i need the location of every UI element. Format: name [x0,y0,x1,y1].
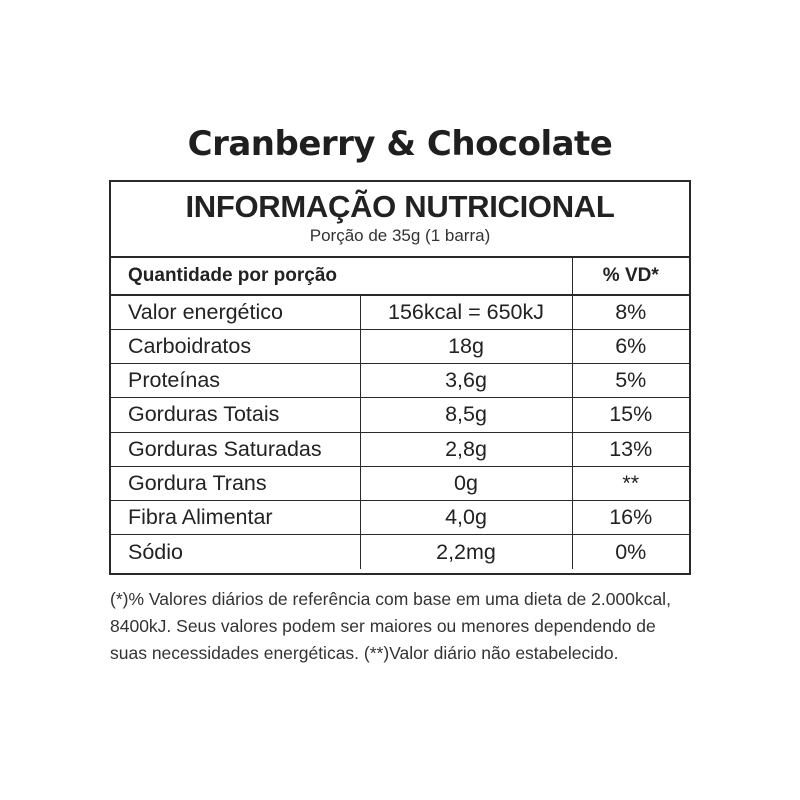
nutrient-amount: 8,5g [360,398,572,432]
table-row [111,295,689,329]
nutrition-table [111,258,689,569]
nutrient-vd: 5% [572,364,689,398]
nutrient-vd: 8% [572,295,689,329]
vd-header: % VD* [572,258,689,295]
nutrient-name: Valor energético [111,295,360,329]
footnote [110,586,710,667]
table-row [111,364,689,398]
nutrient-amount: 3,6g [360,364,572,398]
footnote-line: suas necessidades energéticas. (**)Valor diário não estabelecido. [110,643,619,663]
table-row [111,466,689,500]
nutrient-vd: 15% [572,398,689,432]
table-row [111,398,689,432]
label-heading: INFORMAÇÃO NUTRICIONAL [185,189,615,224]
footnote-line: 8400kJ. Seus valores podem ser maiores ou menores dependendo de [110,616,656,636]
nutrient-vd: 13% [572,432,689,466]
nutrient-name: Gorduras Saturadas [111,432,360,466]
nutrient-name: Gorduras Totais [111,398,360,432]
nutrient-vd: ** [572,466,689,500]
table-row [111,501,689,535]
serving-size: Porção de 35g (1 barra) [309,226,491,245]
table-row [111,535,689,569]
nutrient-amount: 2,8g [360,432,572,466]
nutrient-name: Proteínas [111,364,360,398]
nutrient-vd: 6% [572,329,689,363]
nutrient-vd: 0% [572,535,689,569]
nutrient-name: Carboidratos [111,329,360,363]
product-title: Cranberry & Chocolate [187,124,613,164]
nutrient-name: Gordura Trans [111,466,360,500]
table-row [111,432,689,466]
nutrient-name: Fibra Alimentar [111,501,360,535]
table-row [111,329,689,363]
footnote-line: (*)% Valores diários de referência com base em uma dieta de 2.000kcal, [110,589,671,609]
nutrient-vd: 16% [572,501,689,535]
nutrition-label [109,180,691,575]
nutrient-amount: 4,0g [360,501,572,535]
table-header-row [111,258,689,295]
nutrient-amount: 18g [360,329,572,363]
nutrient-amount: 0g [360,466,572,500]
nutrient-amount: 2,2mg [360,535,572,569]
quantity-header: Quantidade por porção [111,258,572,295]
label-header [111,182,689,258]
nutrient-amount: 156kcal = 650kJ [360,295,572,329]
nutrient-name: Sódio [128,539,183,564]
